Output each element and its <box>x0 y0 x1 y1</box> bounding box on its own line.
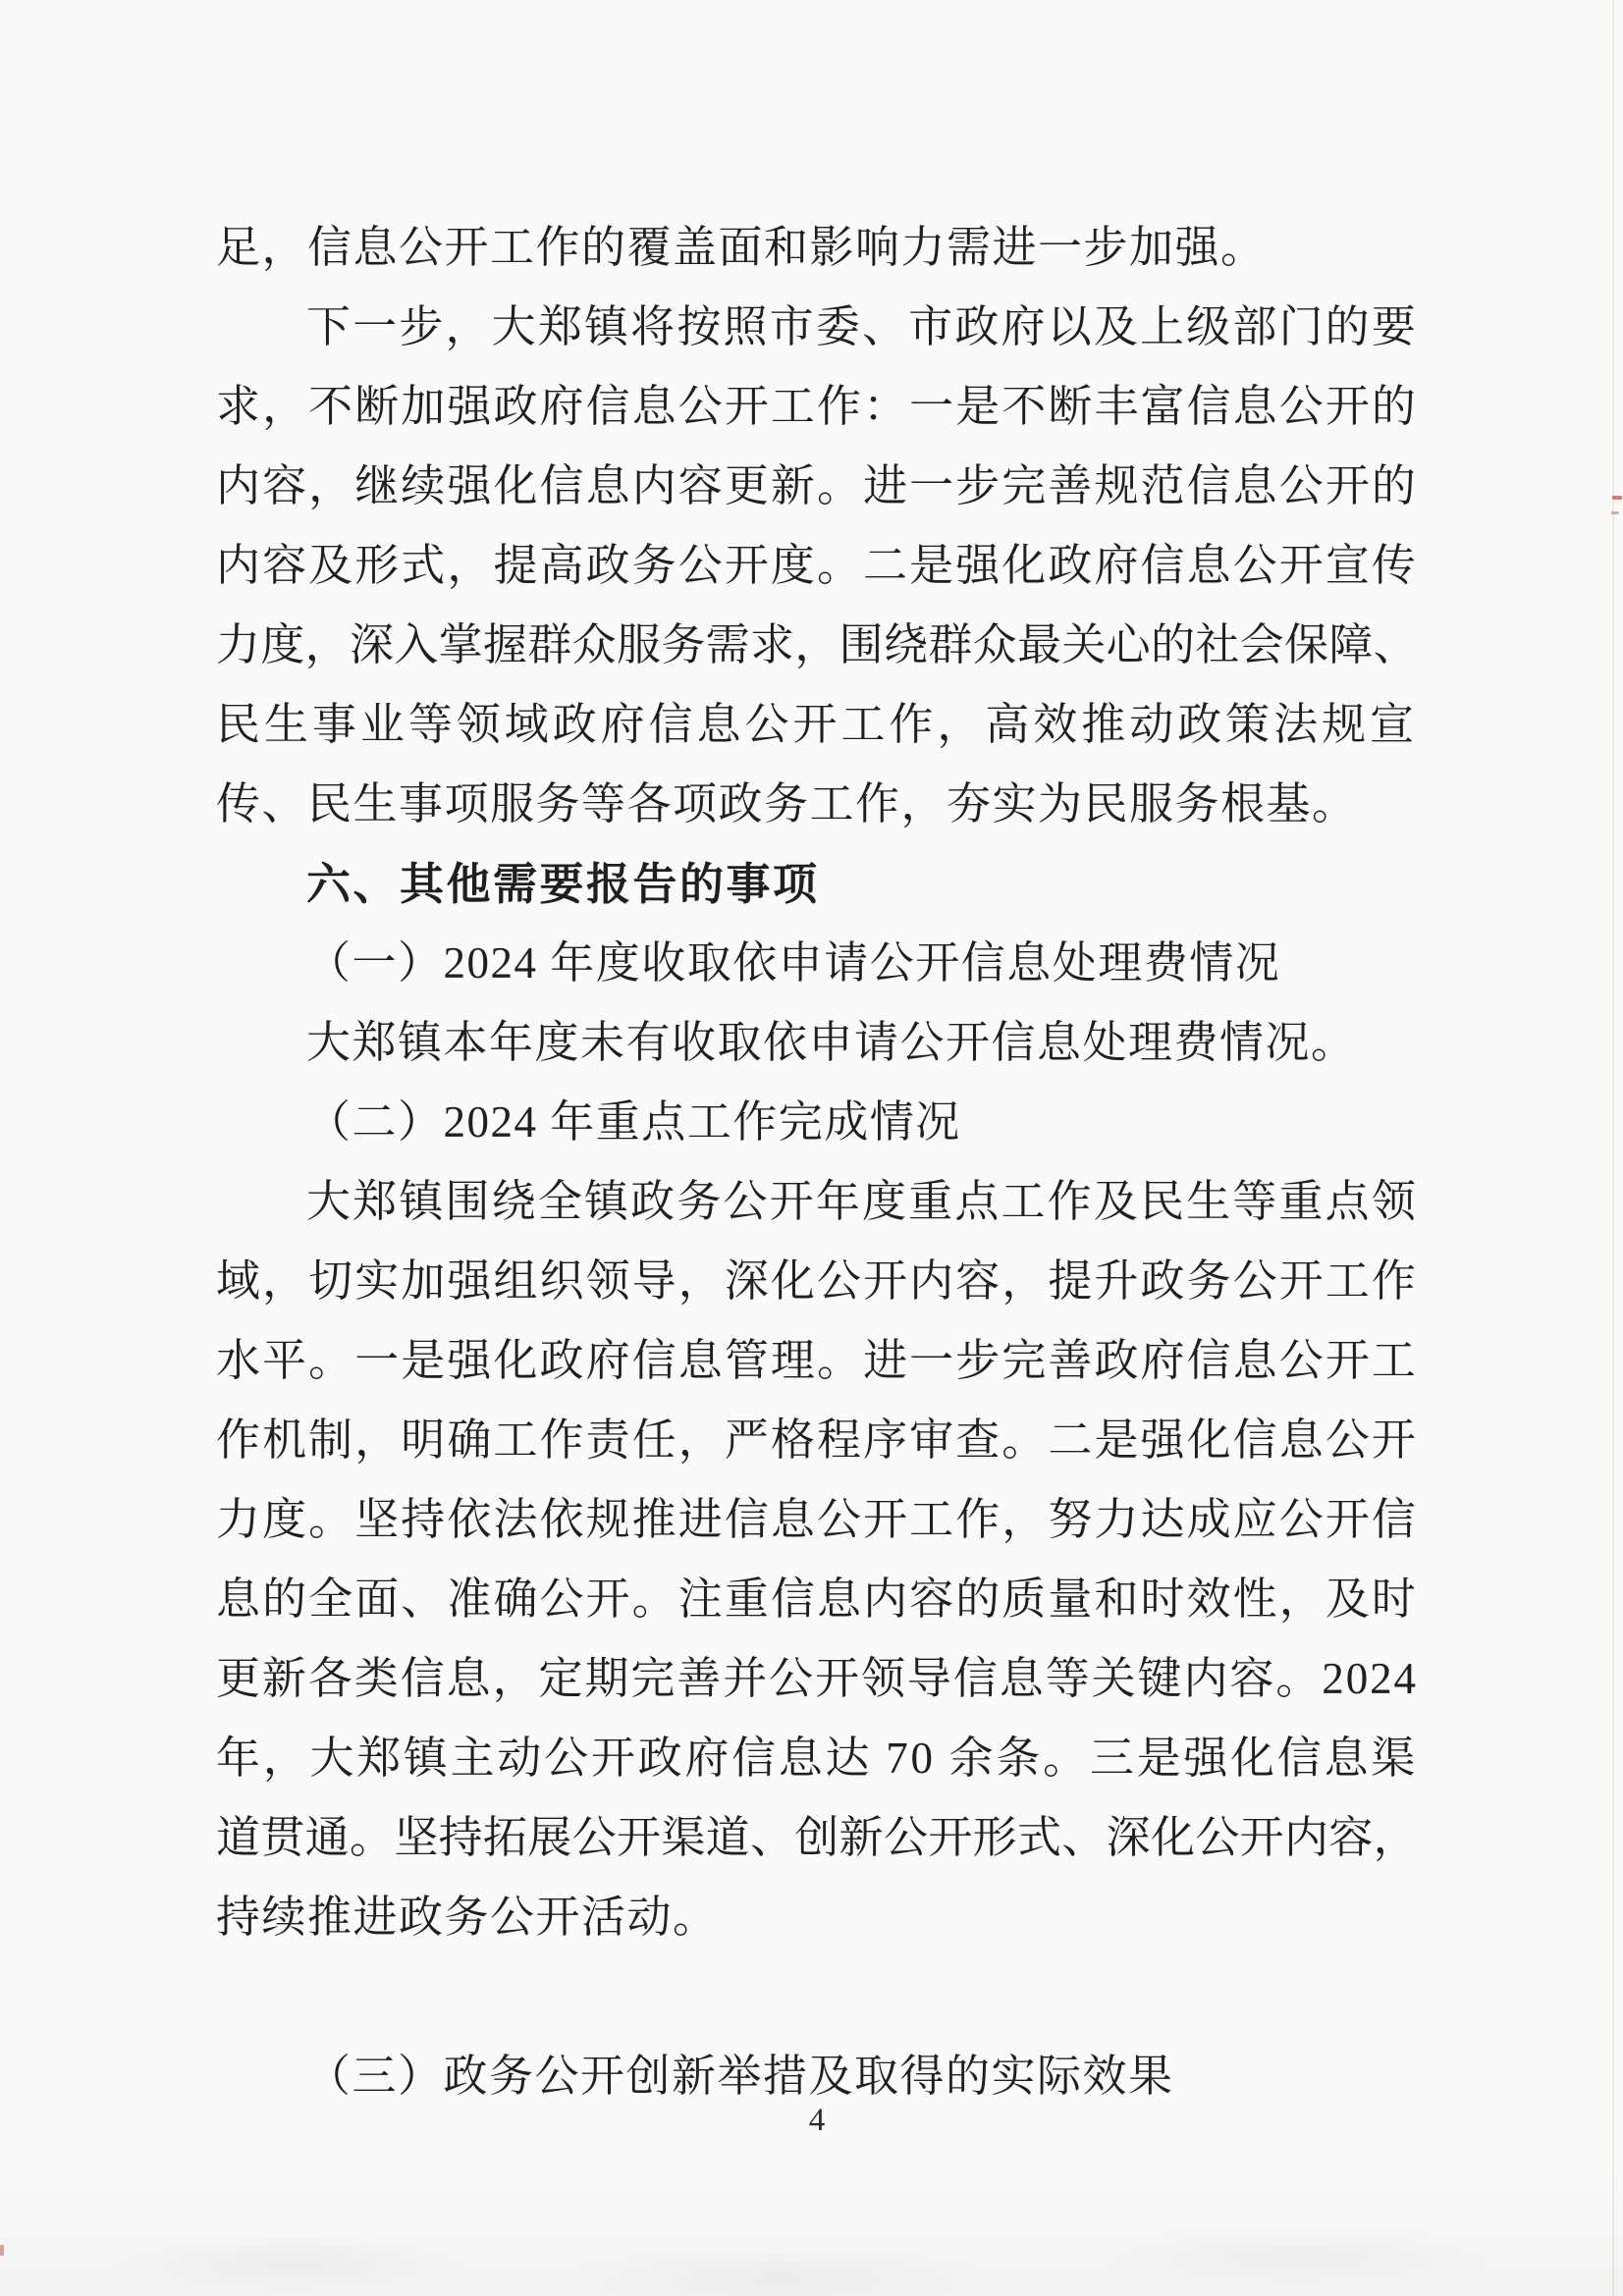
text-line: 力度，深入掌握群众服务需求，围绕群众最关心的社会保障、 <box>216 620 1418 669</box>
text-line: 力度。坚持依法依规推进信息公开工作，努力达成应公开信 <box>216 1495 1418 1544</box>
text-line: 内容，继续强化信息内容更新。进一步完善规范信息公开的 <box>216 461 1418 510</box>
text-line: 大郑镇本年度未有收取依申请公开信息处理费情况。 <box>306 1018 1357 1067</box>
text-line: 下一步，大郑镇将按照市委、市政府以及上级部门的要 <box>306 302 1418 351</box>
scan-artifact-red-mark <box>1611 511 1619 514</box>
text-line: 足，信息公开工作的覆盖面和影响力需进一步加强。 <box>216 223 1267 272</box>
scan-artifact-red-mark <box>1612 496 1622 500</box>
text-line: 水平。一是强化政府信息管理。进一步完善政府信息公开工 <box>216 1336 1418 1385</box>
text-line: 大郑镇围绕全镇政务公开年度重点工作及民生等重点领 <box>306 1177 1418 1226</box>
text-line: 域，切实加强组织领导，深化公开内容，提升政务公开工作 <box>216 1256 1418 1306</box>
text-line: 息的全面、准确公开。注重信息内容的质量和时效性，及时 <box>216 1575 1418 1624</box>
scan-edge-line <box>1612 0 1614 2296</box>
text-line: 作机制，明确工作责任，严格程序审查。二是强化信息公开 <box>216 1415 1418 1465</box>
text-line: 民生事业等领域政府信息公开工作，高效推动政策法规宣 <box>216 700 1418 749</box>
scan-noise-band <box>0 2168 1623 2296</box>
subsection-heading: （一）2024 年度收取依申请公开信息处理费情况 <box>306 938 1281 988</box>
subsection-heading: （三）政务公开创新举措及取得的实际效果 <box>306 2052 1174 2101</box>
document-body <box>216 208 1418 2116</box>
text-line: 更新各类信息，定期完善并公开领导信息等关键内容。2024 <box>216 1654 1418 1703</box>
text-line: 年，大郑镇主动公开政府信息达 70 余条。三是强化信息渠 <box>216 1734 1418 1783</box>
text-line: 持续推进政务公开活动。 <box>216 1893 719 1942</box>
page-number: 4 <box>808 2103 826 2138</box>
subsection-heading: （二）2024 年重点工作完成情况 <box>306 1097 961 1147</box>
section-heading: 六、其他需要报告的事项 <box>306 859 820 909</box>
text-line: 传、民生事项服务等各项政务工作，夯实为民服务根基。 <box>216 779 1358 828</box>
text-line: 内容及形式，提高政务公开度。二是强化政府信息公开宣传 <box>216 541 1418 590</box>
text-line: 求，不断加强政府信息公开工作：一是不断丰富信息公开的 <box>216 382 1418 431</box>
text-line: 道贯通。坚持拓展公开渠道、创新公开形式、深化公开内容， <box>216 1813 1418 1862</box>
scan-artifact-red-mark <box>0 2245 4 2256</box>
